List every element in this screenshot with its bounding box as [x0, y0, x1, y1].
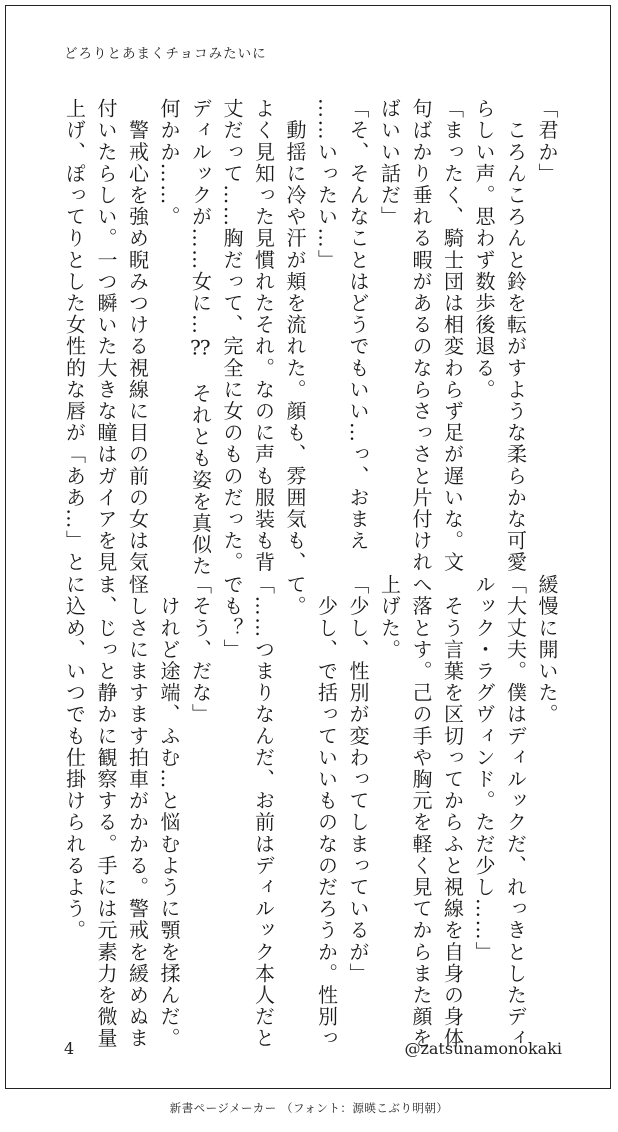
- text-line: て。: [283, 574, 307, 618]
- text-line: 「少し、性別が変わってしまっているが」: [346, 574, 370, 985]
- text-line: 動揺に冷や汗が頬を流れた。顔も、雰囲気も、: [283, 98, 307, 574]
- page-number: 4: [64, 1039, 75, 1058]
- text-line: 上げた。: [377, 574, 402, 661]
- text-line: 「君か」: [535, 98, 559, 185]
- text-line: へ落とす。己の手や胸元を軽く見てからまた顔を: [409, 574, 433, 1050]
- text-line: 「そう、だな」: [188, 574, 213, 726]
- text-line: ま、じっと静かに観察する。手には元素力を微量: [94, 574, 118, 1050]
- text-line: 上げ、ぽってりとした女性的な唇が「ああ…」と: [62, 98, 87, 574]
- text-line: 「……つまりなんだ、お前はディルック本人だと: [251, 574, 276, 1050]
- text-line: ころんころんと鈴を転がすような柔らかな可愛: [503, 98, 528, 574]
- text-line: 怪しさにますます拍車がかかる。警戒を緩めぬま: [125, 574, 150, 1050]
- text-line: でも？」: [220, 574, 244, 661]
- text-line: 付いたらしい。一つ瞬いた大きな瞳はガイアを見: [94, 98, 118, 574]
- text-line: 緩慢に開いた。: [535, 574, 559, 726]
- text-line: ルック・ラグヴィンド。ただ少し……」: [472, 574, 496, 963]
- text-line: 句ばかり垂れる暇があるのならさっさと片付けれ: [409, 98, 433, 574]
- text-line: ディルックが……女に…⁇ それとも姿を真似た: [188, 98, 213, 578]
- book-title: どろりとあまくチョコみたいに: [64, 46, 267, 62]
- text-line: よく見知った見慣れたそれ。なのに声も服装も背: [251, 98, 276, 574]
- text-line: 丈だって……胸だって、完全に女のものだった。: [220, 98, 244, 574]
- text-line: に込め、いつでも仕掛けられるよう。: [62, 574, 87, 942]
- text-line: けれど途端、ふむ…と悩むように顎を揉んだ。: [157, 574, 181, 1050]
- text-line: 何かか……。: [157, 98, 181, 228]
- book-page: [5, 5, 611, 1089]
- text-block-top: [62, 98, 562, 578]
- author-handle: @zatsunamonokaki: [404, 1039, 562, 1058]
- text-line: 「大丈夫。僕はディルックだ、れっきとしたディ: [503, 574, 528, 1050]
- text-line: ……いったい…」: [314, 98, 339, 271]
- text-line: そう言葉を区切ってからふと視線を自身の身体: [440, 574, 465, 1050]
- text-line: ばいい話だ」: [377, 98, 402, 228]
- text-line: 「そ、そんなことはどうでもいい…っ、おまえ: [346, 98, 370, 552]
- text-line: らしい声。思わず数歩後退る。: [472, 98, 496, 401]
- text-line: 「まったく、騎士団は相変わらず足が遅いな。文: [440, 98, 465, 574]
- footer-caption: 新書ページメーカー （フォント：源暎こぶり明朝）: [169, 1101, 449, 1115]
- text-line: 警戒心を強め睨みつける視線に目の前の女は気: [125, 98, 150, 574]
- text-line: 少し、で括っていいものなのだろうか。性別っ: [314, 574, 339, 1050]
